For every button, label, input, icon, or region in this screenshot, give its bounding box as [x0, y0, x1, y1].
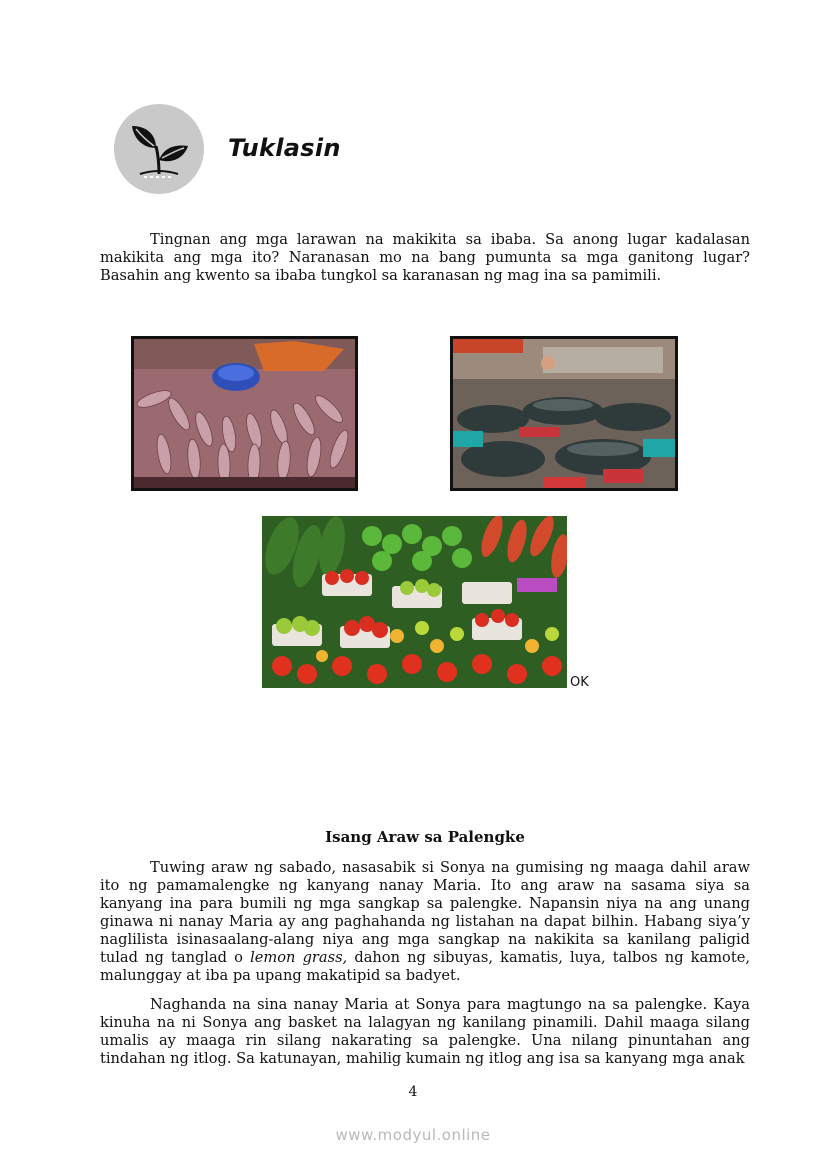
fish-market-photo [131, 336, 358, 491]
story-paragraph-1 [100, 859, 750, 985]
seedling-icon [114, 104, 204, 194]
story-paragraph-2: Naghanda na sina nanay Maria at Sonya para magtungo na sa palengke. Kaya kinuha na ni Sonya ang basket na lalagyan ng kanilang pinamili. Dahil maaga silang umalis ay maaga rin silang nakarating sa palengke. Una nilang pinuntahan ang tindahan ng itlog. Sa katunayan, mahilig kumain ng itlog ang isa sa kanyang mga anak [100, 996, 750, 1067]
story-text: Tuwing araw ng sabado, nasasabik si Sonya na gumising ng maaga dahil araw ito ng pamamalengke ng kanyang nanay Maria. Ito ang araw na sasama siya sa kanyang ina para bumili ng mga sangkap sa palengke. Napansin niya na ang unang ginawa ni nanay Maria ay ang paghahanda ng listahan na dapat bilhin. Habang siya’y naglilista isinasaalang-alang niya ang mga sangkap na nakikita sa kanilang paligid tulad ng tanglad o [100, 859, 750, 966]
section-title: Tuklasin [228, 134, 341, 162]
story-italic-text: lemon grass, [250, 949, 348, 966]
story-title: Isang Araw sa Palengke [325, 828, 525, 846]
image-caption: OK [570, 675, 589, 690]
intro-paragraph: Tingnan ang mga larawan na makikita sa ibaba. Sa anong lugar kadalasan makikita ang mga ito? Naranasan mo na bang pumunta sa mga ganitong lugar? Basahin ang kwento sa ibaba tungkol sa karanasan ng mag ina sa pamimili. [100, 231, 750, 284]
story-text: dahon ng sibuyas, kamatis, luya, talbos ng kamote, malunggay at iba pa upang makatipid sa badyet. [100, 949, 750, 984]
page-number: 4 [408, 1084, 418, 1100]
vegetable-market-photo [262, 516, 567, 688]
dried-fish-market-photo [450, 336, 678, 491]
watermark: www.modyul.online [335, 1126, 491, 1144]
